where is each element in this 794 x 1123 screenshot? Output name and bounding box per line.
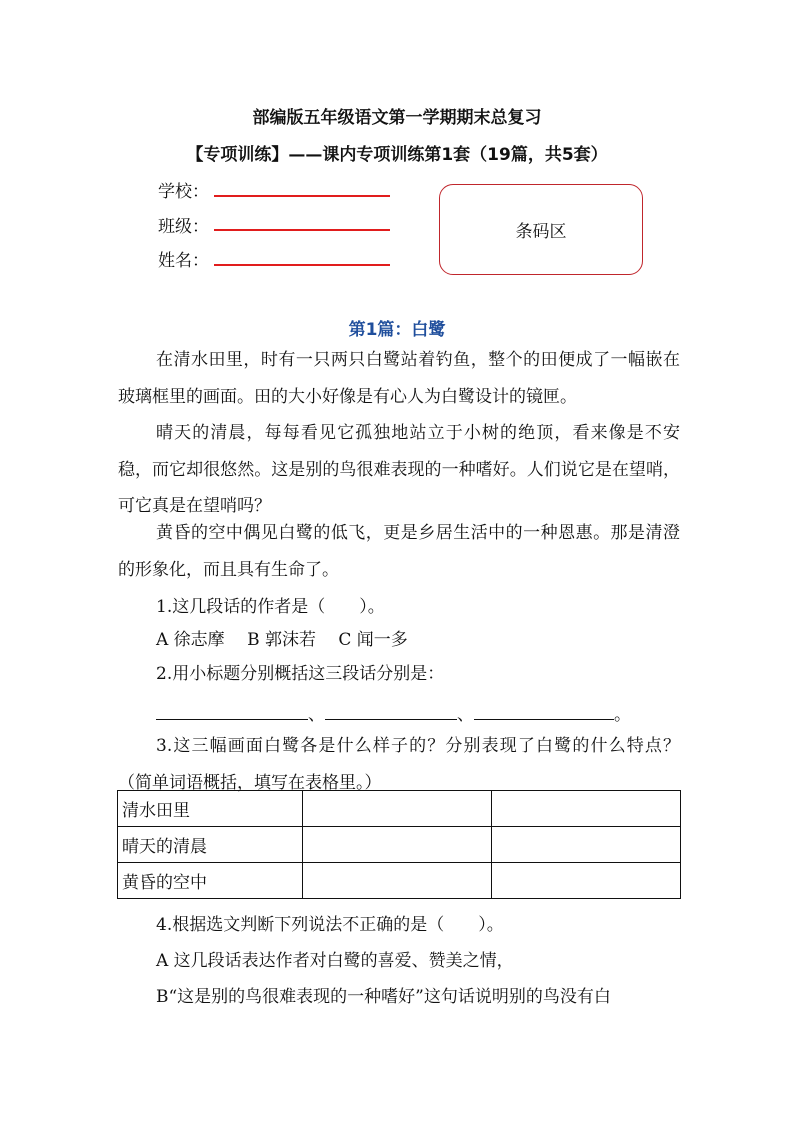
school-label: 学校： [158, 182, 209, 202]
article-paragraph-1: 在清水田里，时有一只两只白鹭站着钓鱼，整个的田便成了一幅嵌在玻璃框里的画面。田的大小好像是有心人为白鹭设计的镜匣。 [118, 350, 680, 407]
class-input-line[interactable] [214, 229, 390, 231]
document-subtitle: 【专项训练】——课内专项训练第1套（19篇，共5套） [186, 145, 608, 165]
table-row-label: 黄昏的空中 [118, 863, 303, 899]
barcode-label: 条码区 [515, 222, 567, 242]
question-2: 2.用小标题分别概括这三段话分别是： [156, 664, 445, 684]
school-input-line[interactable] [214, 195, 390, 197]
class-label: 班级： [158, 217, 209, 237]
answer-separator: 、 [457, 705, 474, 725]
question-4-option-a: A 这几段话表达作者对白鹭的喜爱、赞美之情， [156, 951, 514, 971]
document-title: 部编版五年级语文第一学期期末总复习 [252, 108, 542, 128]
table-row-label: 晴天的清晨 [118, 827, 303, 863]
name-input-line[interactable] [214, 264, 390, 266]
barcode-area [439, 184, 643, 275]
table-cell[interactable] [492, 827, 681, 863]
table-row-label: 清水田里 [118, 791, 303, 827]
name-label: 姓名： [158, 251, 209, 271]
question-4-option-b: B“这是别的鸟很难表现的一种嗜好”这句话说明别的鸟没有白 [156, 987, 611, 1007]
table-cell[interactable] [303, 827, 492, 863]
table-cell[interactable] [303, 863, 492, 899]
answer-table [117, 790, 681, 899]
question-1: 1.这几段话的作者是（ ）。 [156, 597, 385, 617]
table-row [118, 863, 681, 899]
table-cell[interactable] [492, 791, 681, 827]
table-row [118, 827, 681, 863]
table-cell[interactable] [303, 791, 492, 827]
article-title: 第1篇：白鹭 [348, 320, 446, 340]
question-4: 4.根据选文判断下列说法不正确的是（ ）。 [156, 915, 504, 935]
answer-blank-3[interactable] [474, 705, 614, 720]
question-3: 3.这三幅画面白鹭各是什么样子的？分别表现了白鹭的什么特点？（简单词语概括，填写在表格里。） [118, 736, 680, 793]
answer-blank-1[interactable] [156, 705, 308, 720]
question-1-options: A 徐志摩 B 郭沫若 C 闻一多 [156, 630, 408, 650]
answer-separator: 、 [308, 705, 325, 725]
article-paragraph-2: 晴天的清晨，每每看见它孤独地站立于小树的绝顶，看来像是不安稳，而它却很悠然。这是别的鸟很难表现的一种嗜好。人们说它是在望哨，可它真是在望哨吗？ [118, 423, 680, 516]
article-paragraph-3: 黄昏的空中偶见白鹭的低飞，更是乡居生活中的一种恩惠。那是清澄的形象化，而且具有生命了。 [118, 523, 680, 580]
table-row [118, 791, 681, 827]
answer-blank-2[interactable] [325, 705, 457, 720]
table-cell[interactable] [492, 863, 681, 899]
answer-end: 。 [614, 705, 631, 725]
